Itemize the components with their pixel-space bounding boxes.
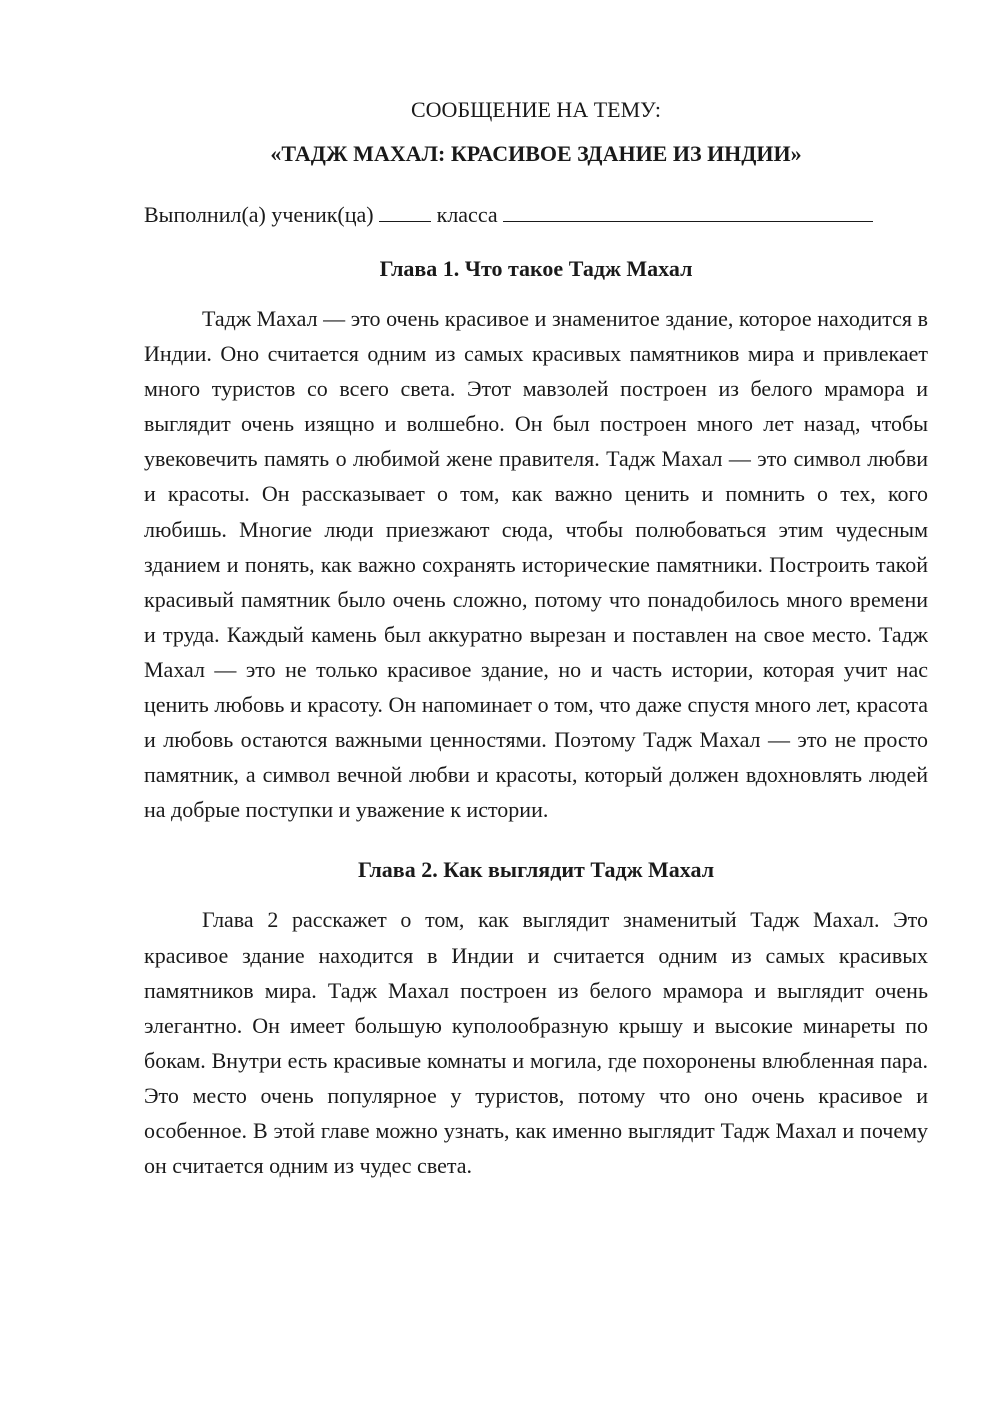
author-prefix: Выполнил(а) ученик(ца) xyxy=(144,202,374,227)
class-number-blank xyxy=(379,201,431,222)
chapter-1-heading: Глава 1. Что такое Тадж Махал xyxy=(379,256,693,281)
chapter-1-paragraph: Тадж Махал — это очень красивое и знаменитое здание, которое находится в Индии. Оно считается одним из самых красивых памятников мира и привлекает много туристов со всего света. Этот мавзолей построен из белого мрамора и выглядит очень изящно и волшебно. Он был построен много лет назад, чтобы увековечить память о любимой жене правителя. Тадж Махал — это символ любви и красоты. Он рассказывает о том, как важно ценить и помнить о тех, кого любишь. Многие люди приезжают сюда, чтобы полюбоваться этим чудесным зданием и понять, как важно сохранять исторические памятники. Построить такой красивый памятник было очень сложно, потому что понадобилось много времени и труда. Каждый камень был аккуратно вырезан и поставлен на свое место. Тадж Махал — это не только красивое здание, но и часть истории, которая учит нас ценить любовь и красоту. Он напоминает о том, что даже спустя много лет, красота и любовь остаются важными ценностями. Поэтому Тадж Махал — это не просто памятник, а символ вечной любви и красоты, который должен вдохновлять людей на добрые поступки и уважение к истории. xyxy=(144,306,928,823)
author-class-word: класса xyxy=(436,202,498,227)
document-title: «ТАДЖ МАХАЛ: КРАСИВОЕ ЗДАНИЕ ИЗ ИНДИИ» xyxy=(270,141,802,166)
chapter-2-heading: Глава 2. Как выглядит Тадж Махал xyxy=(357,857,715,883)
document-page xyxy=(144,88,928,1183)
chapter-2-paragraph: Глава 2 расскажет о том, как выглядит знаменитый Тадж Махал. Это красивое здание находится в Индии и считается одним из самых красивых памятников мира. Тадж Махал построен из белого мрамора и выглядит очень элегантно. Он имеет большую куполообразную крышу и высокие минареты по бокам. Внутри есть красивые комнаты и могила, где похоронены влюбленная пара. Это место очень популярное у туристов, потому что оно очень красивое и особенное. В этой главе можно узнать, как именно выглядит Тадж Махал и почему он считается одним из чудес света. xyxy=(144,907,928,1179)
document-topic-label: СООБЩЕНИЕ НА ТЕМУ: xyxy=(411,97,661,122)
class-letter-name-blank xyxy=(503,201,873,222)
author-line xyxy=(144,200,928,230)
